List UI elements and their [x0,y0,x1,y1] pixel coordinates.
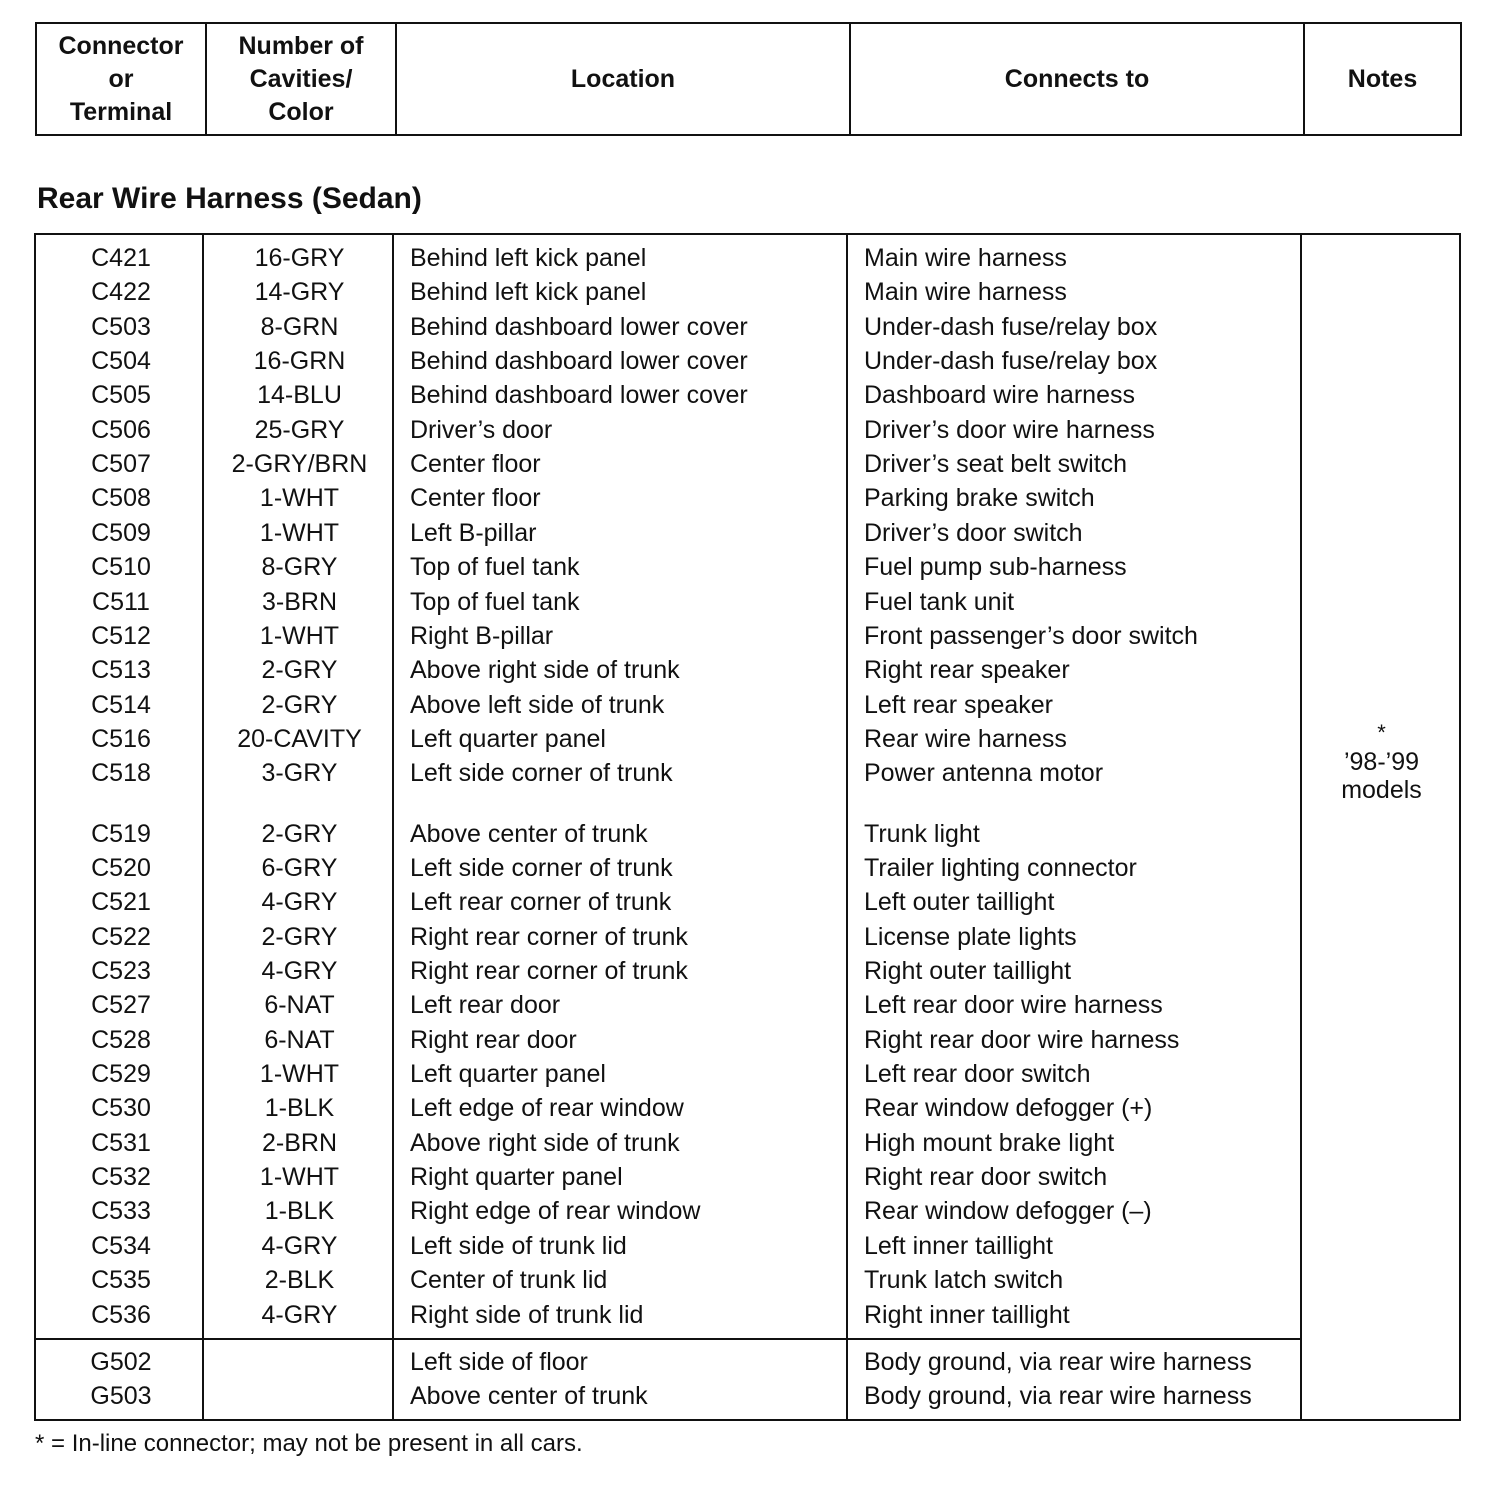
header-connector: Connector or Terminal [58,31,184,126]
ground-section-divider [36,1338,1300,1340]
cavities-color: 4-GRY [261,1301,338,1329]
cavities-color: 1-BLK [264,1197,335,1225]
location: Left side corner of trunk [410,759,673,787]
connector-id: C511 [92,588,150,616]
cavities-color: 1-WHT [259,622,340,650]
connector-id: C519 [91,820,151,848]
connector-id: C504 [91,347,151,375]
connector-id: C531 [91,1129,151,1157]
location: Left quarter panel [410,1060,606,1088]
connects-to: Right rear speaker [864,656,1070,684]
cavities-color: 8-GRY [261,553,338,581]
connector-id: C528 [91,1026,151,1054]
connector-id: C505 [91,381,151,409]
cavities-color: 4-GRY [261,957,338,985]
header-connects-to: Connects to [1004,64,1150,93]
location: Above right side of trunk [410,1129,680,1157]
notes-line-2: models [1341,776,1422,804]
location: Left side corner of trunk [410,854,673,882]
location: Left side of trunk lid [410,1232,627,1260]
column-header-table [35,22,1462,136]
connector-id: C520 [91,854,151,882]
connects-to: Front passenger’s door switch [864,622,1198,650]
connects-to: Left rear speaker [864,691,1053,719]
cavities-color: 16-GRY [254,244,345,272]
location: Top of fuel tank [410,588,580,616]
cavities-color: 3-BRN [261,588,337,616]
cavities-color: 1-WHT [259,519,340,547]
cavities-color: 2-BLK [264,1266,335,1294]
connector-id: C530 [91,1094,151,1122]
header-notes: Notes [1347,64,1418,93]
connects-to: Right rear door wire harness [864,1026,1180,1054]
location: Above center of trunk [410,1382,648,1410]
cavities-color: 8-GRN [260,313,339,341]
cavities-color [206,1379,393,1413]
cavities-color: 16-GRN [253,347,346,375]
cavities-color: 6-NAT [264,1026,335,1054]
footnote: * = In-line connector; may not be present in all cars. [35,1430,583,1457]
location: Behind dashboard lower cover [410,313,748,341]
cavities-color: 1-BLK [264,1094,335,1122]
connects-to: Main wire harness [864,244,1067,272]
location: Right B-pillar [410,622,554,650]
connects-to: High mount brake light [864,1129,1115,1157]
connects-to: Right inner taillight [864,1301,1070,1329]
location: Left edge of rear window [410,1094,684,1122]
notes-line-1: ’98-’99 [1343,748,1420,776]
connector-id: C503 [91,313,151,341]
connector-table [34,233,1461,1421]
connector-id: G502 [90,1348,152,1376]
cavities-color: 4-GRY [261,888,338,916]
column-divider [1300,235,1302,1419]
cavities-color: 2-GRY/BRN [231,450,368,478]
location: Right rear corner of trunk [410,957,688,985]
connects-to: Trunk light [864,820,980,848]
cavities-color: 14-BLU [257,381,342,409]
inline-connector-marker: * [1377,720,1386,745]
connects-to: Fuel tank unit [864,588,1015,616]
connector-id: C533 [91,1197,151,1225]
location: Behind dashboard lower cover [410,347,748,375]
cavities-color: 2-BRN [261,1129,337,1157]
location: Left rear corner of trunk [410,888,672,916]
cavities-color: 25-GRY [254,416,345,444]
cavities-color: 1-WHT [259,1060,340,1088]
connector-id: C516 [91,725,151,753]
cavities-color: 4-GRY [261,1232,338,1260]
connects-to: Body ground, via rear wire harness [864,1348,1252,1376]
section-title: Rear Wire Harness (Sedan) [37,182,422,215]
connects-to: Trunk latch switch [864,1266,1064,1294]
connects-to: Rear wire harness [864,725,1067,753]
connects-to: Main wire harness [864,278,1067,306]
connects-to: Dashboard wire harness [864,381,1135,409]
header-cavities: Number of Cavities/ Color [238,31,364,126]
connects-to: Left rear door switch [864,1060,1091,1088]
cavities-color: 2-GRY [261,691,338,719]
location: Center of trunk lid [410,1266,608,1294]
location: Right rear door [410,1026,577,1054]
connects-to: License plate lights [864,923,1077,951]
connector-id: C523 [91,957,151,985]
connector-id: C535 [91,1266,151,1294]
connector-id: C510 [91,553,151,581]
connector-id: C422 [91,278,151,306]
location: Right quarter panel [410,1163,623,1191]
connects-to: Left inner taillight [864,1232,1054,1260]
location: Right side of trunk lid [410,1301,644,1329]
connects-to: Left rear door wire harness [864,991,1163,1019]
cavities-color: 3-GRY [261,759,338,787]
cavities-color: 2-GRY [261,656,338,684]
connector-id: C518 [91,759,151,787]
location: Above center of trunk [410,820,648,848]
connects-to: Driver’s door wire harness [864,416,1155,444]
location: Center floor [410,450,541,478]
cavities-color: 20-CAVITY [237,725,362,753]
cavities-color [206,1345,393,1379]
connects-to: Left outer taillight [864,888,1055,916]
location: Left quarter panel [410,725,606,753]
connector-id: C513 [91,656,151,684]
location: Behind dashboard lower cover [410,381,748,409]
column-divider [846,235,848,1419]
connects-to: Parking brake switch [864,484,1095,512]
location: Behind left kick panel [410,244,647,272]
connector-id: C512 [91,622,151,650]
connector-id: C532 [91,1163,151,1191]
connects-to: Body ground, via rear wire harness [864,1382,1252,1410]
connector-id: C507 [91,450,151,478]
connects-to: Fuel pump sub-harness [864,553,1127,581]
connector-id: C534 [91,1232,151,1260]
location: Driver’s door [410,416,553,444]
connector-id: C529 [91,1060,151,1088]
connects-to: Right rear door switch [864,1163,1108,1191]
connects-to: Trailer lighting connector [864,854,1137,882]
location: Behind left kick panel [410,278,647,306]
connects-to: Driver’s door switch [864,519,1083,547]
connector-id: C508 [91,484,151,512]
connector-id: C521 [91,888,151,916]
notes-cell [1304,718,1459,804]
cavities-color: 2-GRY [261,923,338,951]
location: Center floor [410,484,541,512]
connector-id: C536 [91,1301,151,1329]
connects-to: Driver’s seat belt switch [864,450,1128,478]
cavities-color: 2-GRY [261,820,338,848]
connector-id: C421 [91,244,151,272]
connects-to: Right outer taillight [864,957,1072,985]
location: Left side of floor [410,1348,588,1376]
cavities-color: 1-WHT [259,484,340,512]
connector-id: G503 [90,1382,152,1410]
connector-id: C506 [91,416,151,444]
connects-to: Under-dash fuse/relay box [864,347,1158,375]
cavities-color: 1-WHT [259,1163,340,1191]
location: Left B-pillar [410,519,537,547]
connector-id: C527 [91,991,151,1019]
connects-to: Rear window defogger (–) [864,1197,1152,1225]
cavities-color: 14-GRY [254,278,345,306]
connector-id: C522 [91,923,151,951]
header-location: Location [570,64,676,93]
location: Right rear corner of trunk [410,923,688,951]
connector-id: C514 [91,691,151,719]
connects-to: Under-dash fuse/relay box [864,313,1158,341]
location: Above left side of trunk [410,691,665,719]
cavities-color: 6-GRY [261,854,338,882]
connects-to: Power antenna motor [864,759,1104,787]
location: Top of fuel tank [410,553,580,581]
location: Left rear door [410,991,561,1019]
cavities-color: 6-NAT [264,991,335,1019]
location: Right edge of rear window [410,1197,701,1225]
location: Above right side of trunk [410,656,680,684]
connects-to: Rear window defogger (+) [864,1094,1153,1122]
connector-id: C509 [91,519,151,547]
